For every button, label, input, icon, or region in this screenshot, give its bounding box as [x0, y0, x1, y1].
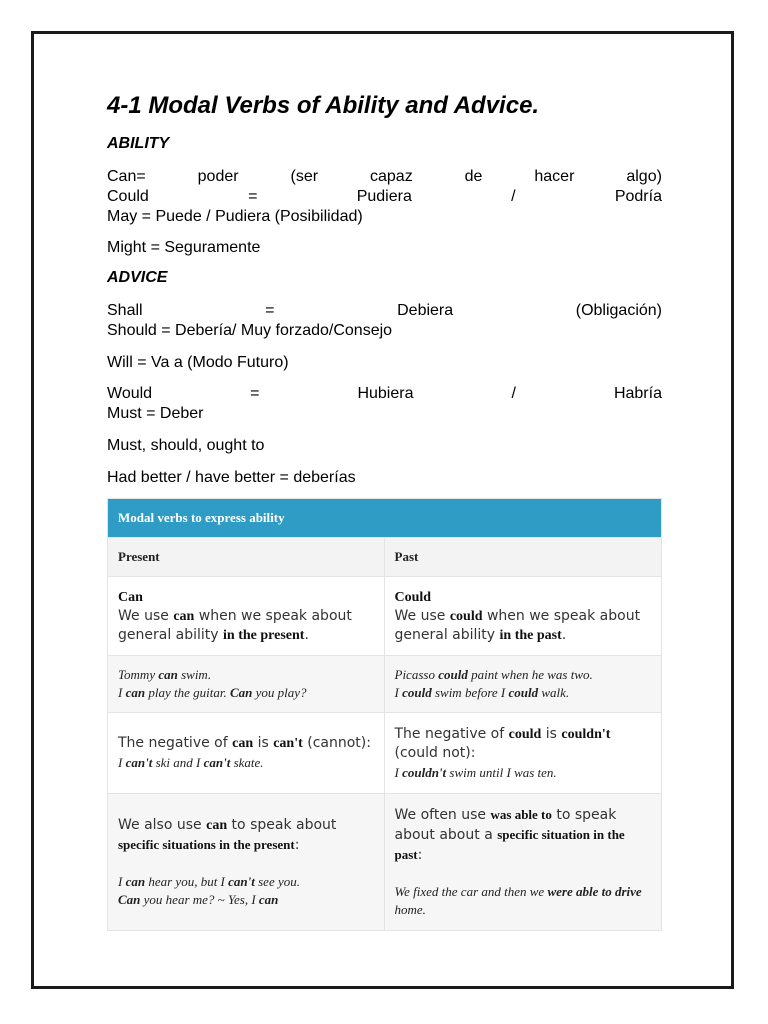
text: can't	[228, 873, 255, 889]
word: Podría	[614, 188, 662, 205]
table-caption: Modal verbs to express ability	[108, 499, 662, 538]
text: specific situation in the past	[394, 827, 625, 862]
table-row	[108, 794, 662, 931]
line-must-list: Must, should, ought to	[107, 437, 265, 454]
text: can't	[273, 736, 303, 751]
text: can't	[125, 755, 153, 770]
cell-past-specific	[384, 794, 662, 931]
text: We often use	[394, 807, 491, 823]
text: The negative of	[118, 735, 233, 751]
text: is	[253, 735, 274, 751]
text: I	[394, 685, 403, 700]
text: could	[402, 685, 432, 700]
text: couldn't	[402, 764, 447, 780]
text: can	[158, 667, 178, 682]
text: could	[508, 685, 539, 700]
text: were able to drive	[547, 884, 642, 899]
advice-heading: ADVICE	[107, 269, 168, 286]
cell-present-can	[108, 577, 385, 656]
text: could	[438, 667, 468, 682]
word: =	[265, 302, 275, 319]
text: (could not):	[394, 744, 476, 761]
text: swim.	[177, 667, 212, 682]
table-caption-row	[108, 499, 662, 538]
table-row	[108, 656, 662, 713]
line-could	[107, 187, 662, 207]
word: Debiera	[397, 302, 454, 319]
text: We use	[118, 607, 174, 624]
word: Pudiera	[356, 188, 412, 205]
word: /	[511, 385, 516, 402]
text: can't	[203, 755, 231, 770]
line-should: Should = Debería/ Muy forzado/Consejo	[107, 322, 393, 339]
text: can	[173, 608, 195, 624]
text: hear you, but I	[145, 873, 229, 889]
word: (ser	[290, 168, 319, 185]
word: =	[250, 385, 260, 402]
cell-heading: Could	[394, 589, 432, 605]
text: can	[125, 685, 146, 700]
line-had-better: Had better / have better = deberías	[107, 469, 356, 486]
word: Could	[107, 188, 149, 205]
text: :	[294, 836, 300, 853]
text: to speak about	[227, 816, 337, 833]
line-must: Must = Deber	[107, 405, 204, 422]
word: /	[511, 188, 516, 205]
word: algo)	[626, 168, 662, 185]
text: can	[232, 736, 254, 751]
word: poder	[197, 168, 239, 185]
word: Hubiera	[357, 385, 414, 402]
text: (cannot):	[302, 735, 371, 751]
text: can	[206, 817, 228, 833]
text: specific situations in the present	[118, 836, 295, 852]
text: :	[417, 847, 423, 863]
line-can	[107, 167, 662, 187]
text: you hear me? ~ Yes, I	[140, 891, 259, 907]
word: Can=	[107, 168, 146, 185]
word: hacer	[534, 168, 575, 185]
text: walk.	[538, 685, 570, 700]
text: home.	[394, 902, 426, 917]
text: swim before I	[431, 685, 509, 700]
page-title: 4-1 Modal Verbs of Ability and Advice.	[107, 92, 540, 119]
line-will: Will = Va a (Modo Futuro)	[107, 354, 289, 371]
table-header-row	[108, 538, 662, 577]
text: Can	[118, 891, 141, 907]
text: Can	[229, 685, 253, 700]
text: The negative of	[394, 725, 509, 742]
col-present: Present	[108, 538, 385, 577]
word: Habría	[613, 385, 662, 402]
cell-present-examples	[108, 656, 385, 713]
text: could	[449, 608, 483, 624]
line-would	[107, 384, 662, 404]
text: Tommy	[118, 667, 159, 682]
text: when we speak about general ability	[394, 607, 641, 643]
cell-past-could	[384, 577, 662, 656]
col-past: Past	[384, 538, 662, 577]
line-might: Might = Seguramente	[107, 239, 261, 256]
cell-present-specific	[108, 794, 385, 931]
word: capaz	[370, 168, 413, 185]
text: .	[304, 626, 309, 643]
text: could	[508, 726, 542, 742]
text: can	[258, 891, 279, 907]
word: Would	[107, 385, 153, 402]
text: swim until I was ten.	[446, 764, 557, 780]
cell-heading: Can	[118, 589, 143, 605]
text: I	[118, 755, 126, 770]
text: We also use	[118, 816, 207, 833]
text: you play?	[252, 685, 307, 700]
text: see you.	[254, 873, 300, 889]
ability-table	[107, 498, 662, 931]
cell-past-examples	[384, 656, 662, 713]
cell-present-negative	[108, 713, 385, 794]
text: in the present	[223, 627, 305, 643]
text: to speak about about a	[394, 807, 617, 843]
line-shall	[107, 301, 662, 321]
text: skate.	[230, 755, 264, 770]
text: couldn't	[561, 726, 611, 742]
text: I	[118, 873, 126, 889]
text: I	[394, 764, 403, 780]
table-row	[108, 577, 662, 656]
text: We fixed the car and then we	[394, 884, 548, 899]
word: =	[248, 188, 258, 205]
word: de	[464, 168, 483, 185]
cell-past-negative	[384, 713, 662, 794]
text: I	[118, 685, 126, 700]
text: paint when he was two.	[467, 667, 593, 682]
table-row	[108, 713, 662, 794]
text: in the past	[499, 627, 562, 643]
text: when we speak about general ability	[118, 607, 352, 643]
text: ski and I	[152, 755, 204, 770]
word: Shall	[107, 302, 143, 319]
text: play the guitar.	[145, 685, 230, 700]
line-may: May = Puede / Pudiera (Posibilidad)	[107, 208, 363, 225]
text: was able to	[490, 807, 552, 822]
text: can	[125, 873, 146, 889]
word: (Obligación)	[575, 302, 662, 319]
ability-heading: ABILITY	[107, 135, 170, 152]
text: .	[561, 626, 567, 643]
text: Picasso	[394, 667, 439, 682]
text: is	[541, 725, 562, 742]
text: We use	[394, 607, 450, 624]
